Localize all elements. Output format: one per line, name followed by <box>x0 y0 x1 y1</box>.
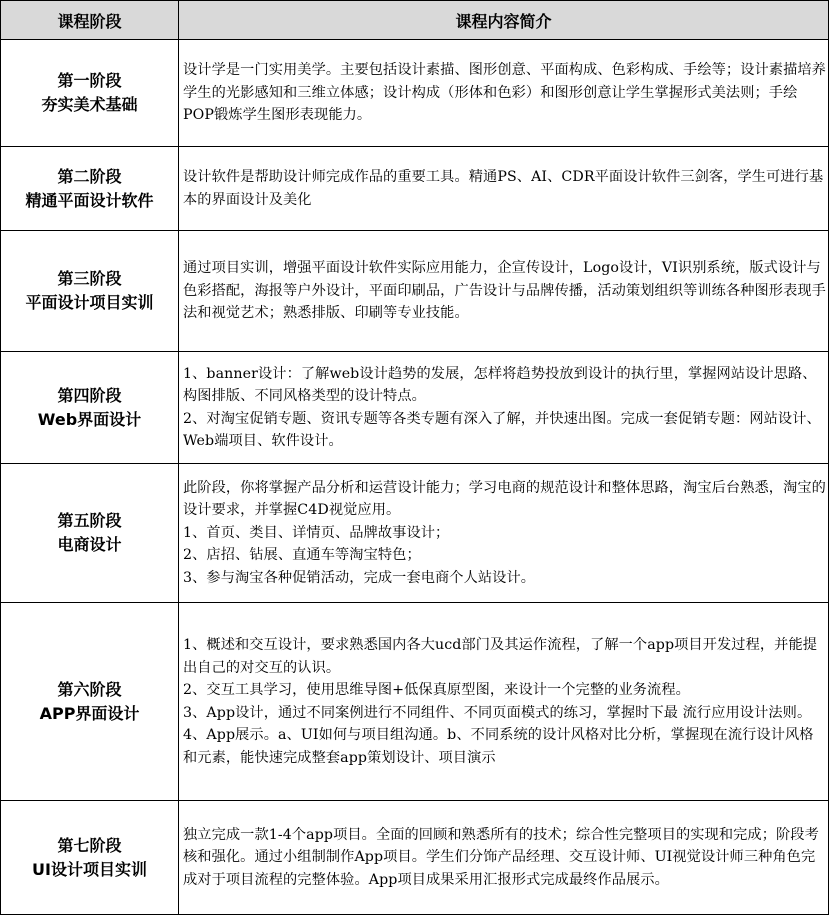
stage-cell <box>1 40 179 147</box>
stage-subtitle: UI设计项目实训 <box>32 859 147 879</box>
content-line: 4、App展示。a、UI如何与项目组沟通。b、不同系统的设计风格对比分析，掌握现在流行设计风格和元素，能快速完成整套app策划设计、项目演示 <box>183 727 814 766</box>
content-cell <box>179 40 829 147</box>
content-cell <box>179 352 829 464</box>
stage-title: 第三阶段 <box>57 269 122 288</box>
table-row <box>1 147 829 231</box>
content-line: 2、店招、钻展、直通车等淘宝特色； <box>183 547 421 564</box>
content-column-header: 课程内容简介 <box>179 1 829 40</box>
table-row <box>1 603 829 801</box>
content-line: 1、banner设计：了解web设计趋势的发展，怎样将趋势投放到设计的执行里，掌握网站设计思路、构图排版、不同风格类型的设计特点。 <box>183 365 817 404</box>
stage-cell <box>1 603 179 801</box>
content-cell <box>179 603 829 801</box>
content-cell <box>179 147 829 231</box>
stage-subtitle: 平面设计项目实训 <box>25 293 154 312</box>
stage-subtitle: Web界面设计 <box>37 409 142 429</box>
content-cell <box>179 464 829 603</box>
stage-cell <box>1 801 179 915</box>
stage-cell <box>1 464 179 603</box>
table-header-row <box>1 1 829 40</box>
table-row <box>1 801 829 915</box>
content-line: 2、交互工具学习，使用思维导图+低保真原型图，来设计一个完整的业务流程。 <box>183 682 690 698</box>
content-line: 1、首页、类目、详情页、品牌故事设计； <box>183 524 450 541</box>
stage-cell <box>1 231 179 352</box>
content-line: 3、App设计，通过不同案例进行不同组件、不同页面模式的练习，掌握时下最 流行应用设计法则。 <box>183 704 812 721</box>
stage-subtitle: 精通平面设计软件 <box>25 190 154 210</box>
table-row <box>1 352 829 464</box>
stage-subtitle: APP界面设计 <box>39 703 140 723</box>
stage-subtitle: 电商设计 <box>57 535 122 554</box>
content-cell <box>179 231 829 352</box>
content-line: 2、对淘宝促销专题、资讯专题等各类专题有深入了解，并快速出图。完成一套促销专题：网站设计、Web端项目、软件设计。 <box>183 410 821 449</box>
content-line: 1、概述和交互设计，要求熟悉国内各大ucd部门及其运作流程，了解一个app项目开发过程，并能提出自己的对交互的认识。 <box>183 637 818 676</box>
stage-title: 第四阶段 <box>57 385 122 405</box>
content-line: 设计学是一门实用美学。主要包括设计素描、图形创意、平面构成、色彩构成、手绘等；设计素描培养学生的光影感知和三维立体感；设计构成（形体和色彩）和图形创意让学生掌握形式美法则；手绘POP锻炼学生图形表现能力。 <box>183 62 826 124</box>
stage-title: 第二阶段 <box>57 166 122 186</box>
stage-title: 第七阶段 <box>57 835 122 855</box>
content-line: 通过项目实训，增强平面设计软件实际应用能力，企宣传设计，Logo设计，VI识别系统，版式设计与色彩搭配，海报等户外设计，平面印刷品，广告设计与品牌传播，活动策划组织等训练各种图形表现手法和视觉艺术；熟悉排版、印刷等专业技能。 <box>183 260 826 322</box>
stage-subtitle: 夯实美术基础 <box>41 95 138 114</box>
stage-column-header: 课程阶段 <box>1 1 179 40</box>
content-cell <box>179 801 829 915</box>
content-line: 设计软件是帮助设计师完成作品的重要工具。精通PS、AI、CDR平面设计软件三剑客，学生可进行基本的界面设计及美化 <box>183 169 824 208</box>
stage-cell <box>1 147 179 231</box>
content-line: 独立完成一款1-4个app项目。全面的回顾和熟悉所有的技术；综合性完整项目的实现和完成；阶段考核和强化。通过小组制制作App项目。学生们分饰产品经理、交互设计师、UI视觉设计师三种角色完成对于项目流程的完整体验。App项目成果采用汇报形式完成最终作品展示。 <box>183 826 819 888</box>
content-line: 此阶段，你将掌握产品分析和运营设计能力；学习电商的规范设计和整体思路，淘宝后台熟悉，淘宝的设计要求，并掌握C4D视觉应用。 <box>183 479 826 519</box>
table-row <box>1 231 829 352</box>
stage-cell <box>1 352 179 464</box>
table-row <box>1 40 829 147</box>
stage-title: 第一阶段 <box>57 71 122 90</box>
stage-title: 第五阶段 <box>57 511 122 530</box>
stage-title: 第六阶段 <box>57 679 122 699</box>
content-line: 3、参与淘宝各种促销活动，完成一套电商个人站设计。 <box>183 569 536 586</box>
table-row <box>1 464 829 603</box>
